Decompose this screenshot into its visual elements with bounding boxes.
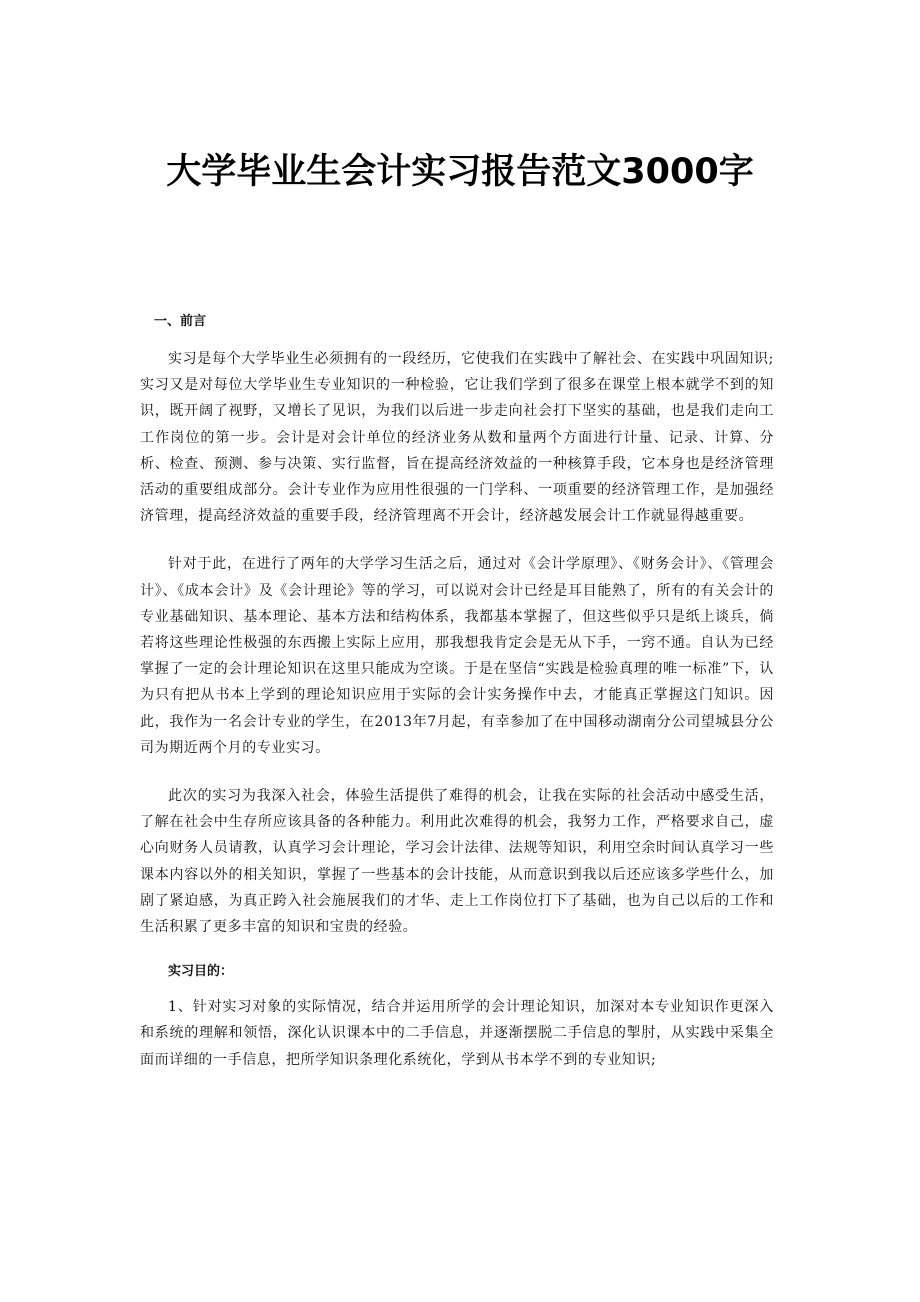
paragraph-1 xyxy=(140,346,774,529)
document-title: 大学毕业生会计实习报告范文3000字 xyxy=(166,152,754,192)
paragraph-1-start: 实习是每个大学 xyxy=(168,351,271,367)
paragraph-4: 1、针对实习对象的实际情况，结合并运用所学的会计理论知识，加深对本专业知识作更深入和系统的理解和领悟，深化认识课本中的二手信息，并逐渐摆脱二手信息的掣肘，从实践中采集全面而详细的一手信息，把所学知识条理化系统化，学到从书本学不到的专业知识; xyxy=(140,999,774,1068)
paragraph-1-rest: 必须拥有的一段经历，它使我们在实践中了解社会、在实践中巩固知识;实习又是对每位大学毕业生专业知识的一种检验，它让我们学到了很多在课堂上根本就学不到的知识，既开阔了视野，又增长了见识，为我们以后进一步走向社会打下坚实的基础，也是我们走向工工作岗位的第一步。会计是对会计单位的经济业务从数和量两个方面进行计量、记录、计算、分析、检查、预测、参与决策、实行监督，旨在提高经济效益的一种核算手段，它本身也是经济管理活动的重要组成部分。会计专业作为应用性很强的一门学科、一项重要的经济管理工作，是加强经济管理，提高经济效益的重要手段，经济管理离不开会计，经济越发展会计工作就显得越重要。 xyxy=(140,351,774,525)
section-heading-purpose: 实习目的： xyxy=(168,964,234,980)
paragraph-3: 此次的实习为我深入社会，体验生活提供了难得的机会，让我在实际的社会活动中感受生活，了解在社会中生存所应该具备的各种能力。利用此次难得的机会，我努力工作，严格要求自己，虚心向财务人员请教，认真学习会计理论，学习会计法律、法规等知识，利用空余时间认真学习一些课本内容以外的相关知识，掌握了一些基本的会计技能，从而意识到我以后还应该多学些什么，加剧了紧迫感，为真正跨入社会施展我们的才华、走上工作岗位打下了基础，也为自己以后的工作和生活积累了更多丰富的知识和宝贵的经验。 xyxy=(140,788,774,936)
paragraph-2: 针对于此，在进行了两年的大学学习生活之后，通过对《会计学原理》、《财务会计》、《管理会计》、《成本会计》及《会计理论》等的学习，可以说对会计已经是耳目能熟了，所有的有关会计的专业基础知识、基本理论、基本方法和结构体系，我都基本掌握了，但这些似乎只是纸上谈兵，倘若将这些理论性极强的东西搬上实际上应用，那我想我肯定会是无从下手，一窍不通。自认为已经掌握了一定的会计理论知识在这里只能成为空谈。于是在坚信“实践是检验真理的唯一标准”下，认为只有把从书本上学到的理论知识应用于实际的会计实务操作中去，才能真正掌握这门知识。因此，我作为一名会计专业的学生，在2013年7月起，有幸参加了在中国移动湖南分公司望城县分公司为期近两个月的专业实习。 xyxy=(140,556,774,756)
highlighted-term: 毕业生 xyxy=(270,351,315,367)
document-body xyxy=(140,312,774,1095)
section-heading-preface: 一、前言 xyxy=(154,314,207,329)
